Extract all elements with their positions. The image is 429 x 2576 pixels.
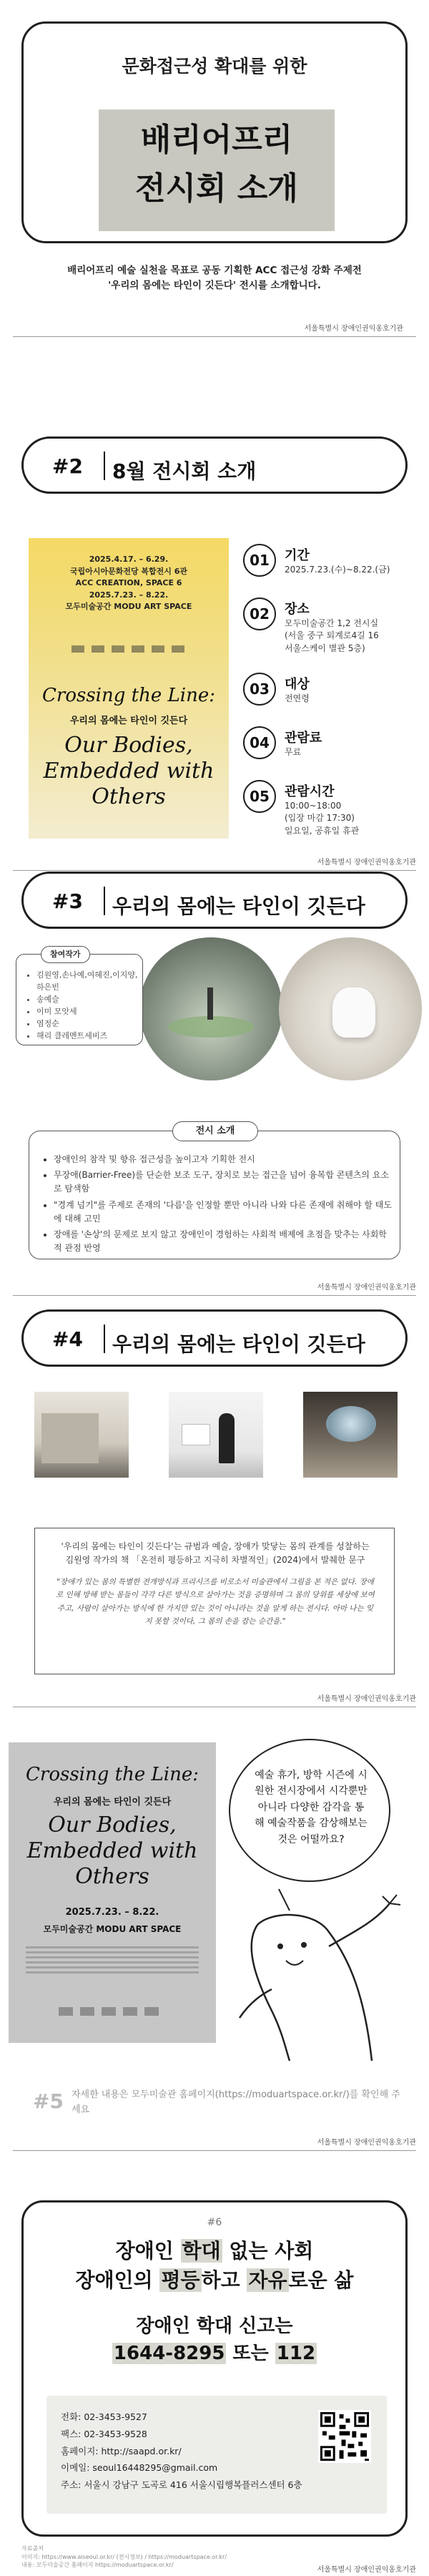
note-line: 이미지: https://www.aiseoul.or.kr/ (전시정보) / https://moduartspace.or.kr/ xyxy=(21,2553,227,2560)
poster-en-line3: Embedded with xyxy=(43,758,214,784)
info-value: 10:00~18:00 (입장 마감 17:30) 일요일, 공휴일 휴관 xyxy=(285,801,360,836)
slogan-text: 장애인 xyxy=(115,2239,181,2263)
exhibition-photo-4 xyxy=(169,1392,263,1478)
org-footer: 서울특별시 장애인권익옹호기관 xyxy=(317,1284,416,1292)
info-number: 03 xyxy=(243,673,276,706)
intro-label: 전시 소개 xyxy=(172,1121,258,1141)
org-footer: 서울특별시 장애인권익옹호기관 xyxy=(304,325,403,333)
main-title-line2: 전시회 소개 xyxy=(135,170,298,207)
info-value: 전연령 xyxy=(285,693,310,703)
info-number: 02 xyxy=(243,597,276,630)
quote-intro-line1: '우리의 몸에는 타인이 깃든다'는 규범과 예술, 장애가 맞닿는 몸의 관계를 성찰하는 xyxy=(61,1541,370,1551)
report-line2 xyxy=(24,2341,405,2368)
artists-box xyxy=(16,950,143,1045)
info-label: 관람료 xyxy=(285,731,322,746)
contact-address: 주소: 서울시 강남구 도곡로 416 서울시립행복플러스센터 6층 xyxy=(61,2479,302,2490)
quote-intro-line2: 김원영 작가의 책 「온전히 평등하고 지극히 차별적인」(2024)에서 발췌한 문구 xyxy=(65,1555,365,1566)
contact-phone[interactable]: 전화: 02-3453-9527 xyxy=(61,2411,147,2422)
artist-item: • 해리 클레멘트세비즈 xyxy=(36,1030,142,1042)
poster-line2: 국립아시아문화전당 복합전시 6관 xyxy=(69,566,188,576)
intro-desc-line2: '우리의 몸에는 타인이 깃든다' 전시를 소개합니다. xyxy=(108,279,321,291)
info-value: 무료 xyxy=(285,747,302,757)
poster-en-title2 xyxy=(29,733,229,810)
intro-desc-line1: 배리어프리 예술 실천을 목표로 공동 기획한 ACC 접근성 강화 주제전 xyxy=(67,265,362,276)
artist-item: • 이미 모앗세 xyxy=(36,1005,142,1018)
poster2-venue: 모두미술공간 MODU ART SPACE xyxy=(43,1924,182,1934)
org-footer: 서울특별시 장애인권익옹호기관 xyxy=(317,859,416,867)
info-item-period xyxy=(243,544,415,594)
report-line1: 장애인 학대 신고는 xyxy=(136,2316,293,2337)
section4-header xyxy=(21,1309,408,1367)
info-label: 대상 xyxy=(285,677,310,692)
hotline-number[interactable]: 1644-8295 xyxy=(113,2342,225,2364)
info-label: 기간 xyxy=(285,548,310,563)
poster2-date: 2025.7.23. – 8.22. xyxy=(65,1907,159,1918)
quote-body: "장애가 있는 몸의 특별한 전개방식과 프리시즈를 비로소서 미술관에서 그림을 본 적은 없다. 장애로 인해 방해 받는 몸들이 각각 다른 방식으로 살아가는 것을 증명하며 그 몸의 당위를 세상에 보여주고, 사람이 살아가는 방식에 한 가지만 있는 것이 아니라는 것을 알게 하는 전시다. 아마 나는 잊지 못할 것이다, 그 몸의 손을 잡는 순간을." xyxy=(56,1578,375,1626)
slogan xyxy=(24,2237,405,2295)
poster2-fineprint xyxy=(26,1946,199,1975)
poster-line4: 2025.7.23. – 8.22. xyxy=(89,590,169,600)
section3-title: 우리의 몸에는 타인이 깃든다 xyxy=(112,894,365,918)
section5-number: #5 xyxy=(33,2089,64,2113)
quote-intro xyxy=(48,1540,383,1567)
poster-line5: 모두미술공간 MODU ART SPACE xyxy=(65,602,192,611)
intro-item: • "경계 넘기"를 주제로 존재의 '다름'을 인정할 뿐만 아니라 나와 다른 존재에 취해야 할 태도에 대해 고민 xyxy=(54,1199,394,1226)
intro-list xyxy=(44,1153,394,1257)
report-text: 또는 xyxy=(226,2342,275,2364)
quote-box xyxy=(34,1528,395,1674)
poster-dates xyxy=(29,554,229,613)
contact-lines xyxy=(61,2409,302,2494)
intro-item: • 무장애(Barrier-Free)를 단순한 보조 도구, 장치로 보는 접근을 넘어 융복합 콘텐츠의 요소로 탐색함 xyxy=(54,1169,394,1196)
section4-number: #4 xyxy=(52,1327,83,1351)
note-line: 내용: 모두미술공간 홈페이지 https://moduartspace.or.kr/ xyxy=(21,2562,174,2569)
contact-email[interactable]: 이메일: seoul16448295@gmail.com xyxy=(61,2462,218,2474)
poster-en-title1: Crossing the Line: xyxy=(42,685,215,706)
divider xyxy=(13,2150,416,2151)
poster-logos xyxy=(72,645,186,653)
exhibition-photo-3 xyxy=(34,1392,129,1478)
slogan-text: 로운 삶 xyxy=(288,2268,354,2292)
org-footer: 서울특별시 장애인권익옹호기관 xyxy=(317,2566,416,2574)
homepage-link-text[interactable]: 자세한 내용은 모두미술관 홈페이지(https://moduartspace.or.kr/)를 확인해 주세요 xyxy=(72,2089,400,2115)
poster-line3: ACC CREATION, SPACE 6 xyxy=(75,578,182,587)
speech-bubble xyxy=(229,1739,390,1882)
info-label: 장소 xyxy=(285,602,310,617)
header-divider xyxy=(104,1324,105,1353)
org-footer: 서울특별시 장애인권익옹호기관 xyxy=(317,1695,416,1703)
intro-item: • 장애인의 참작 및 향유 접근성을 높이고자 기획한 전시 xyxy=(54,1153,394,1166)
artist-item: • 김원영,손나예,여혜진,이지양,하은빈 xyxy=(36,969,142,993)
intro-description xyxy=(13,263,416,293)
artists-label: 참여작가 xyxy=(41,946,90,963)
info-item-place xyxy=(243,597,415,662)
info-value: 모두미술공간 1,2 전시실 (서울 중구 퇴계로4길 16 서울스케이 별관 5층) xyxy=(285,618,379,653)
supertitle: 문화접근성 확대를 위한 xyxy=(122,56,307,77)
report-hotline xyxy=(24,2313,405,2367)
main-title-line1: 배리어프리 xyxy=(140,122,293,158)
title-section xyxy=(13,13,416,386)
section4-title: 우리의 몸에는 타인이 깃든다 xyxy=(112,1332,365,1356)
divider xyxy=(13,870,416,871)
info-number: 04 xyxy=(243,726,276,759)
info-number: 05 xyxy=(243,780,276,813)
report-card xyxy=(21,2200,408,2537)
slogan-highlight: 학대 xyxy=(182,2239,221,2263)
artists-list xyxy=(26,969,142,1042)
info-item-fee xyxy=(243,726,415,769)
poster2-en-line3: Embedded with xyxy=(26,1838,198,1863)
info-number: 01 xyxy=(243,544,276,577)
poster2-ko-title: 우리의 몸에는 타인이 깃든다 xyxy=(53,1797,172,1807)
exhibition-photo-1 xyxy=(139,937,282,1080)
poster-ko-title: 우리의 몸에는 타인이 깃든다 xyxy=(69,716,188,726)
poster-en-line4: Others xyxy=(92,784,166,809)
poster-en-line2: Our Bodies, xyxy=(64,733,193,758)
slogan-text: 하고 xyxy=(201,2268,247,2292)
contact-fax: 팩스: 02-3453-9528 xyxy=(61,2428,147,2439)
poster2-en-line2: Our Bodies, xyxy=(48,1813,177,1838)
poster2-en-line4: Others xyxy=(75,1864,149,1889)
poster2-en-title2 xyxy=(9,1813,216,1890)
cartoon-character-icon xyxy=(229,1882,415,2068)
contact-homepage[interactable]: 홈페이지: http://saapd.or.kr/ xyxy=(61,2445,182,2457)
header-divider xyxy=(104,887,105,915)
section3-header xyxy=(21,872,408,929)
info-value: 2025.7.23.(수)~8.22.(금) xyxy=(285,565,390,575)
poster-line1: 2025.4.17. – 6.29. xyxy=(89,555,169,564)
intro-item: • 장애를 '손상'의 문제로 보지 않고 장애인이 경험하는 사회적 배제에 초점을 맞추는 사회학적 관점 반영 xyxy=(54,1228,394,1255)
org-footer: 서울특별시 장애인권익옹호기관 xyxy=(317,2139,416,2147)
divider xyxy=(13,1295,416,1296)
poster2-en-title1: Crossing the Line: xyxy=(26,1764,199,1785)
poster2-logos xyxy=(59,2007,166,2016)
divider xyxy=(13,336,416,337)
section6-number: #6 xyxy=(207,2217,222,2228)
title-card xyxy=(21,21,408,243)
exhibition-photo-2 xyxy=(279,937,422,1080)
slogan-line2 xyxy=(24,2266,405,2296)
exhibition-photo-5 xyxy=(303,1392,398,1478)
slogan-text: 장애인의 xyxy=(75,2268,160,2292)
slogan-text: 없는 사회 xyxy=(222,2239,314,2263)
section2-title: 8월 전시회 소개 xyxy=(112,459,257,483)
speech-text: 예술 휴가, 방학 시즌에 시원한 전시장에서 시각뿐만 아니라 다양한 감각을 통해 예술작품을 감상해보는 것은 어떨까요? xyxy=(255,1770,368,1845)
exhibition-poster xyxy=(29,538,229,839)
artist-item: • 염정순 xyxy=(36,1018,142,1030)
section2-number: #2 xyxy=(52,454,83,478)
slogan-highlight: 자유 xyxy=(248,2268,287,2292)
qr-code-icon[interactable] xyxy=(318,2410,371,2463)
section2-header xyxy=(21,436,408,494)
info-item-hours xyxy=(243,780,415,844)
slogan-highlight: 평등 xyxy=(161,2268,200,2292)
artist-item: • 송예슬 xyxy=(36,993,142,1005)
police-number[interactable]: 112 xyxy=(276,2342,316,2364)
info-label: 관람시간 xyxy=(285,784,335,799)
title-highlight-box xyxy=(99,109,335,231)
note-title: 자료출처 xyxy=(21,2545,44,2552)
slogan-line1 xyxy=(24,2237,405,2266)
section3-number: #3 xyxy=(52,889,83,913)
info-item-audience xyxy=(243,673,415,716)
exhibition-poster-gray xyxy=(9,1742,216,2043)
exhibition-intro-box xyxy=(29,1126,400,1259)
contact-box xyxy=(46,2396,387,2514)
header-divider xyxy=(104,452,105,480)
